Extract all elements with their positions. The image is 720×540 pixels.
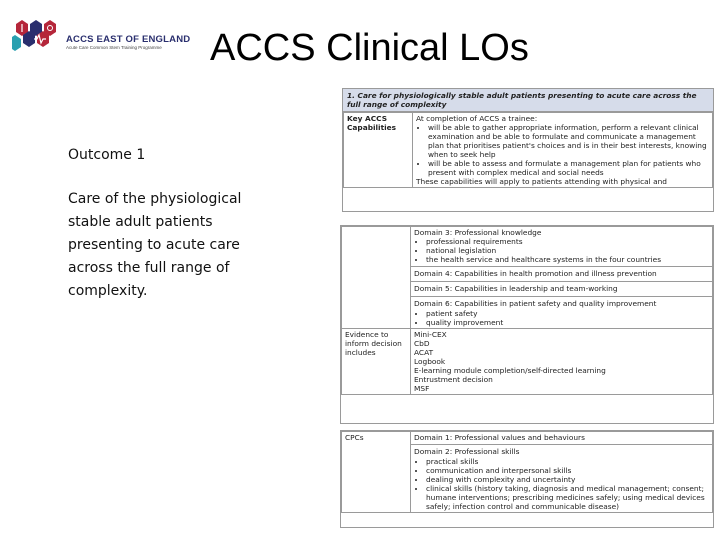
domain-6-list (414, 309, 709, 327)
outcome-description: Care of the physiological stable adult patients presenting to acute care across the full range of complexity. (68, 191, 242, 299)
list-item: • communication and interpersonal skills (426, 466, 709, 475)
domain-3-list (414, 237, 709, 264)
domains-content (411, 227, 713, 329)
list-item: MSF (414, 384, 430, 393)
lo-header: 1. Care for physiologically stable adult patients presenting to acute care across the full range of complexity (343, 89, 713, 112)
capabilities-intro: At completion of ACCS a trainee: (416, 114, 538, 123)
cpcs-label: CPCs (342, 432, 411, 513)
list-item: • patient safety (426, 309, 709, 318)
domain-3-heading: Domain 3: Professional knowledge (414, 228, 542, 237)
blank-label-cell (342, 227, 411, 329)
list-item: E-learning module completion/self-directed learning (414, 366, 606, 375)
list-item: • professional requirements (426, 237, 709, 246)
list-item: ACAT (414, 348, 434, 357)
list-item: • national legislation (426, 246, 709, 255)
list-item: • practical skills (426, 457, 709, 466)
list-item: Logbook (414, 357, 446, 366)
evidence-label: Evidence to inform decision includes (342, 329, 411, 395)
capabilities-content (413, 113, 713, 188)
cpcs-table (341, 431, 713, 513)
capabilities-table (343, 112, 713, 188)
list-item: • quality improvement (426, 318, 709, 327)
lo-excerpt-card-3 (340, 430, 714, 528)
list-item: • clinical skills (history taking, diagnosis and medical management; consent; humane interventions; prescribing medicines safely; using medical devices safely; infection control and communicable disease) (426, 484, 709, 511)
list-item: CbD (414, 339, 430, 348)
page-title: ACCS Clinical LOs (210, 27, 529, 69)
logo-subtitle: Acute Care Common Stem Training Programme (66, 45, 162, 50)
domain-2-heading: Domain 2: Professional skills (411, 444, 712, 457)
list-item: • will be able to gather appropriate information, perform a relevant clinical examination and be able to formulate and communicate a management plan that prioritises patient's choices and is in their best interests, knowing when to seek help (428, 123, 709, 159)
key-capabilities-label: Key ACCS Capabilities (344, 113, 413, 188)
domain-5-heading: Domain 5: Capabilities in leadership and team-working (411, 281, 712, 294)
list-item: • the health service and healthcare systems in the four countries (426, 255, 709, 264)
domain-4-heading: Domain 4: Capabilities in health promotion and illness prevention (411, 266, 712, 279)
capabilities-footer: These capabilities will apply to patients attending with physical and (416, 177, 667, 186)
list-item: Entrustment decision (414, 375, 493, 384)
domain-2-list (414, 457, 709, 511)
list-item: Mini-CEX (414, 330, 447, 339)
list-item: • dealing with complexity and uncertainty (426, 475, 709, 484)
capabilities-list (416, 123, 709, 177)
evidence-content (411, 329, 713, 395)
domain-6-heading: Domain 6: Capabilities in patient safety and quality improvement (411, 296, 712, 309)
domain-1-heading: Domain 1: Professional values and behaviours (414, 433, 585, 442)
lo-excerpt-card-1 (342, 88, 714, 212)
lo-excerpt-card-2 (340, 225, 714, 424)
domains-table (341, 226, 713, 395)
outcome-label: Outcome 1 (68, 147, 146, 163)
logo-emblem-icon (12, 18, 72, 58)
cpcs-content (411, 432, 713, 513)
logo-title: ACCS EAST OF ENGLAND (66, 34, 191, 45)
logo-text (66, 35, 190, 51)
list-item: • will be able to assess and formulate a management plan for patients who present with complex medical and social needs (428, 159, 709, 177)
outcome-text-block (68, 145, 268, 303)
